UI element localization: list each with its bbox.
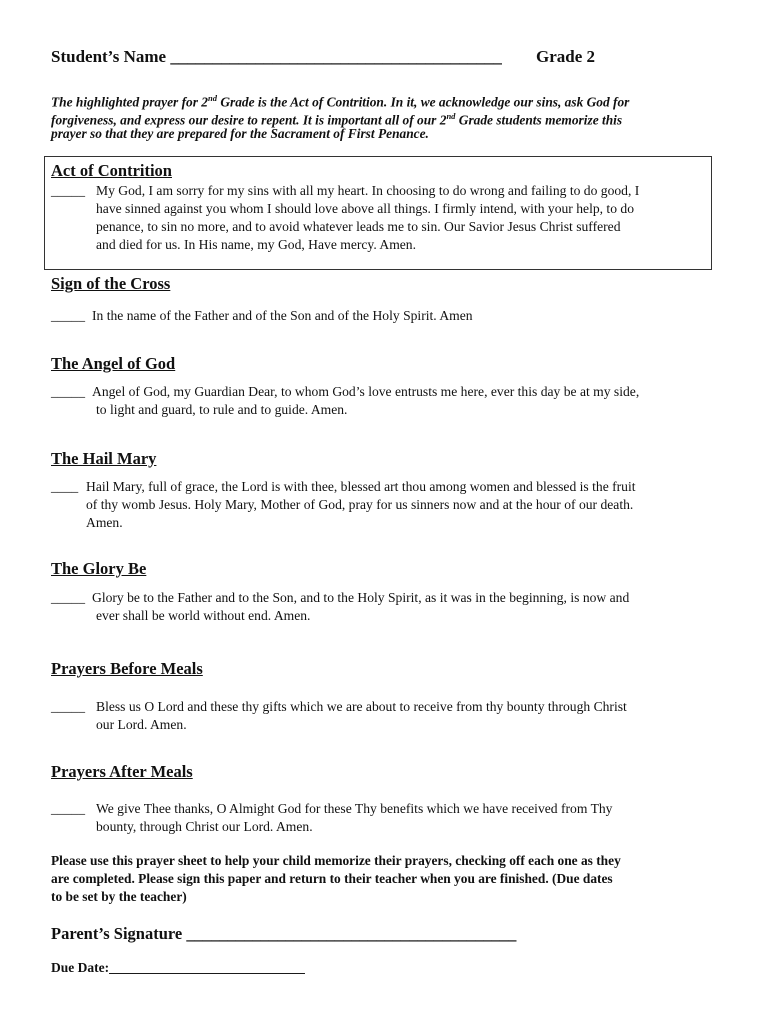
due-date-row — [51, 960, 305, 976]
intro-line-3: prayer so that they are prepared for the Sacrament of First Penance. — [51, 126, 429, 141]
prayer-line: Hail Mary, full of grace, the Lord is with thee, blessed art thou among women and blessed is the fruit — [86, 479, 636, 494]
parent-note-line: to be set by the teacher) — [51, 889, 187, 904]
prayer-line: In the name of the Father and of the Son and of the Holy Spirit. Amen — [92, 308, 473, 323]
parent-signature-row — [51, 924, 516, 944]
student-name-row — [51, 47, 502, 67]
prayer-line: bounty, through Christ our Lord. Amen. — [96, 819, 313, 834]
prayer-line: Bless us O Lord and these thy gifts which we are about to receive from thy bounty through Christ — [96, 699, 627, 714]
prayer-title-act-of-contrition: Act of Contrition — [51, 161, 172, 180]
parent-note-line: Please use this prayer sheet to help your child memorize their prayers, checking off each one as they — [51, 853, 621, 868]
prayer-line: penance, to sin no more, and to avoid whatever leads me to sin. Our Savior Jesus Christ suffered — [96, 219, 621, 234]
checkbox-blank-hail-mary[interactable]: ____ — [51, 479, 79, 494]
prayer-title-after-meals: Prayers After Meals — [51, 762, 193, 781]
prayer-line: have sinned against you whom I should love above all things. I firmly intend, with your help, to do — [96, 201, 635, 216]
prayer-line: and died for us. In His name, my God, Have mercy. Amen. — [96, 237, 417, 252]
prayer-line: to light and guard, to rule and to guide. Amen. — [96, 402, 348, 417]
checkbox-blank-after-meals[interactable]: _____ — [51, 801, 85, 816]
checkbox-blank-glory-be[interactable]: _____ — [51, 590, 85, 605]
due-date-label: Due Date: — [51, 960, 110, 975]
checkbox-blank-sign-of-the-cross[interactable]: _____ — [51, 308, 85, 323]
parent-note-line: are completed. Please sign this paper and return to their teacher when you are finished. (Due dates — [51, 871, 613, 886]
parent-signature-field[interactable]: ________________________________________ — [186, 924, 517, 943]
parent-signature-label: Parent’s Signature — [51, 924, 183, 943]
prayer-title-before-meals: Prayers Before Meals — [51, 659, 203, 678]
prayer-line: ever shall be world without end. Amen. — [96, 608, 311, 623]
student-name-label: Student’s Name — [51, 47, 167, 66]
prayer-line: Angel of God, my Guardian Dear, to whom God’s love entrusts me here, ever this day be at my side, — [92, 384, 640, 399]
student-name-field[interactable]: _______________________________________ — [170, 47, 502, 66]
intro-line-2: forgiveness, and express our desire to repent. It is important all of our 2nd Grade students memorize this — [51, 111, 623, 128]
prayer-line: our Lord. Amen. — [96, 717, 187, 732]
checkbox-blank-angel-of-god[interactable]: _____ — [51, 384, 85, 399]
checkbox-blank-act-of-contrition[interactable]: _____ — [51, 183, 85, 198]
prayer-title-angel-of-god: The Angel of God — [51, 354, 176, 373]
prayer-line: Glory be to the Father and to the Son, and to the Holy Spirit, as it was in the beginning, is now and — [92, 590, 630, 605]
checkbox-blank-before-meals[interactable]: _____ — [51, 699, 85, 714]
prayer-line: My God, I am sorry for my sins with all my heart. In choosing to do wrong and failing to do good, I — [96, 183, 640, 198]
due-date-field[interactable]: _____________________________ — [109, 960, 305, 975]
intro-line-1: The highlighted prayer for 2nd Grade is the Act of Contrition. In it, we acknowledge our sins, ask God for — [51, 93, 630, 110]
prayer-title-glory-be: The Glory Be — [51, 559, 147, 578]
prayer-title-hail-mary: The Hail Mary — [51, 449, 157, 468]
prayer-title-sign-of-the-cross: Sign of the Cross — [51, 274, 171, 293]
prayer-line: of thy womb Jesus. Holy Mary, Mother of God, pray for us sinners now and at the hour of our death. — [86, 497, 634, 512]
grade-label: Grade 2 — [536, 47, 596, 66]
prayer-line: Amen. — [86, 515, 123, 530]
prayer-line: We give Thee thanks, O Almight God for these Thy benefits which we have received from Thy — [96, 801, 613, 816]
